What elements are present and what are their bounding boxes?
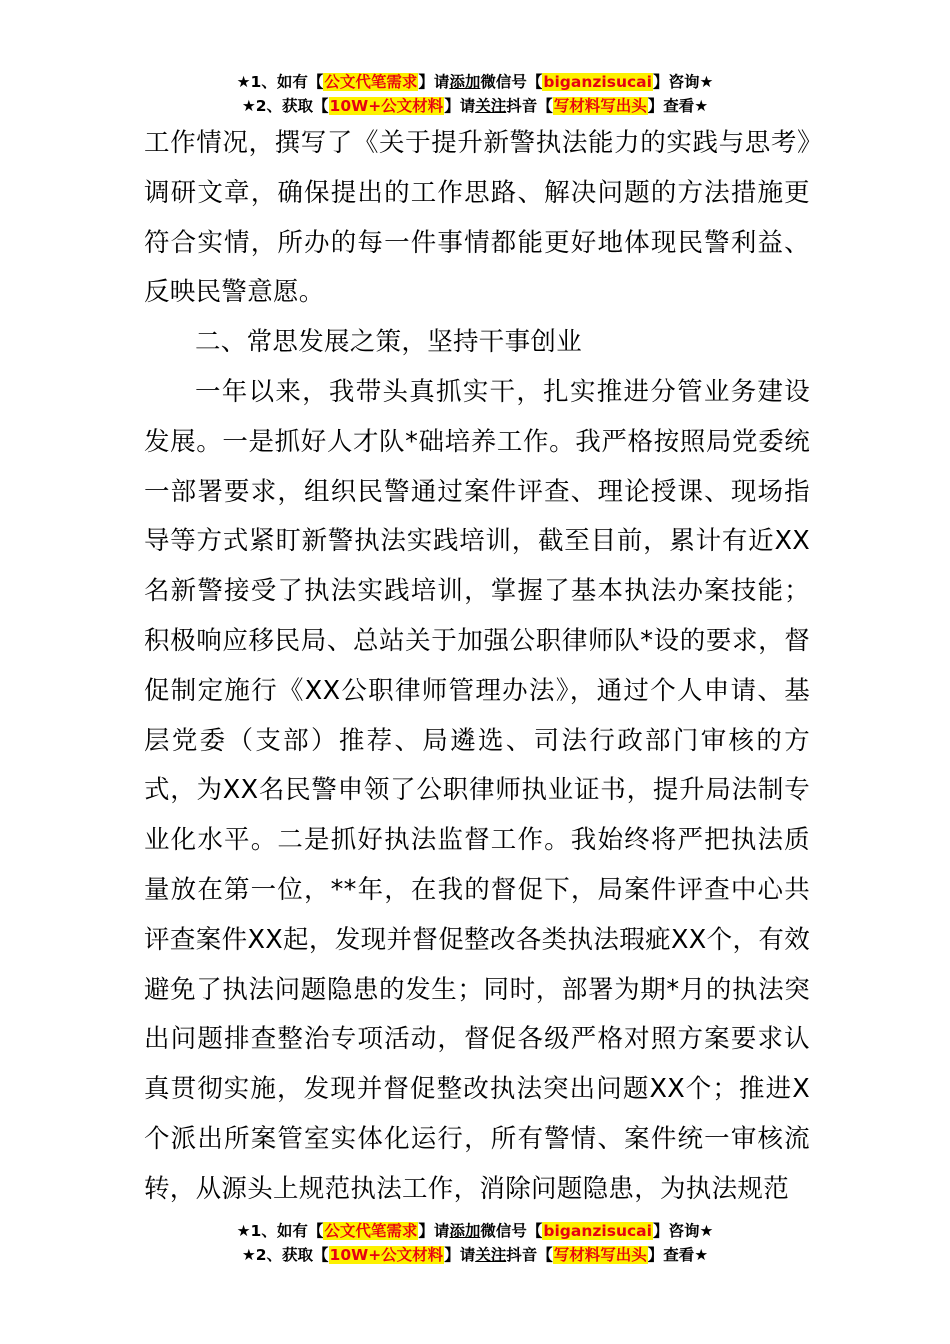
promo-footer-line-2-mid: 】请: [444, 1246, 476, 1264]
promo-line-1-suffix: 】咨询★: [652, 73, 714, 91]
promo-line-1-highlight-service: 公文代笔需求: [324, 73, 418, 91]
promo-footer-line-1-mid: 】请: [418, 1222, 450, 1240]
promo-line-2-suffix: 】查看★: [647, 97, 709, 115]
promo-footer: [0, 1219, 950, 1267]
promo-footer-line-2-underlined: 关注: [475, 1246, 507, 1264]
promo-line-2-highlight-materials: 10W+公文材料: [329, 97, 444, 115]
promo-footer-line-1-prefix: ★1、如有【: [236, 1222, 324, 1240]
body-paragraph-continued: 工作情况，撰写了《关于提升新警执法能力的实践与思考》调研文章，确保提出的工作思路、解决问题的方法措施更符合实情，所办的每一件事情都能更好地体现民警利益、反映民警意愿。: [144, 128, 810, 308]
promo-footer-line-2: [0, 1243, 950, 1267]
promo-footer-line-1-highlight-wechat-id: biganzisucai: [543, 1222, 652, 1240]
promo-footer-line-1-highlight-service: 公文代笔需求: [324, 1222, 418, 1240]
body-paragraph-main: 一年以来，我带头真抓实干，扎实推进分管业务建设发展。一是抓好人才队*础培养工作。我严格按照局党委统一部署要求，组织民警通过案件评查、理论授课、现场指导等方式紧盯新警执法实践培训，截至目前，累计有近XX名新警接受了执法实践培训，掌握了基本执法办案技能；积极响应移民局、总站关于加强公职律师队*设的要求，督促制定施行《XX公职律师管理办法》，通过个人申请、基层党委（支部）推荐、局遴选、司法行政部门审核的方式，为XX名民警申领了公职律师执业证书，提升局法制专业化水平。二是抓好执法监督工作。我始终将严把执法质量放在第一位，**年，在我的督促下，局案件评查中心共评查案件XX起，发现并督促整改各类执法瑕疵XX个，有效避免了执法问题隐患的发生；同时，部署为期*月的执法突出问题排查整治专项活动，督促各级严格对照方案要求认真贯彻实施，发现并督促整改执法突出问题XX个；推进X个派出所案管室实体化运行，所有警情、案件统一审核流转，从源头上规范执法工作，消除问题隐患，为执法规范: [144, 376, 810, 1204]
section-heading: 二、常思发展之策，坚持干事创业: [195, 327, 583, 358]
promo-footer-line-2-highlight-account: 写材料写出头: [553, 1246, 647, 1264]
promo-line-2-mid-2: 抖音【: [506, 97, 553, 115]
document-body: [144, 119, 810, 1215]
promo-line-2-prefix: ★2、获取【: [241, 97, 329, 115]
promo-line-1-mid-2: 微信号【: [480, 73, 543, 91]
promo-footer-line-1: [0, 1219, 950, 1243]
promo-line-1-prefix: ★1、如有【: [236, 73, 324, 91]
promo-line-1-underlined: 添加: [449, 73, 481, 91]
promo-footer-line-2-mid-2: 抖音【: [506, 1246, 553, 1264]
promo-footer-line-1-underlined: 添加: [449, 1222, 481, 1240]
promo-line-2: [0, 94, 950, 118]
promo-header: [0, 70, 950, 118]
promo-footer-line-1-mid-2: 微信号【: [480, 1222, 543, 1240]
promo-line-1: [0, 70, 950, 94]
promo-footer-line-2-highlight-materials: 10W+公文材料: [329, 1246, 444, 1264]
promo-line-2-highlight-account: 写材料写出头: [553, 97, 647, 115]
promo-footer-line-2-prefix: ★2、获取【: [241, 1246, 329, 1264]
promo-line-1-mid: 】请: [418, 73, 450, 91]
promo-footer-line-2-suffix: 】查看★: [647, 1246, 709, 1264]
promo-line-2-underlined: 关注: [475, 97, 507, 115]
promo-footer-line-1-suffix: 】咨询★: [652, 1222, 714, 1240]
promo-line-2-mid: 】请: [444, 97, 476, 115]
promo-line-1-highlight-wechat-id: biganzisucai: [543, 73, 652, 91]
